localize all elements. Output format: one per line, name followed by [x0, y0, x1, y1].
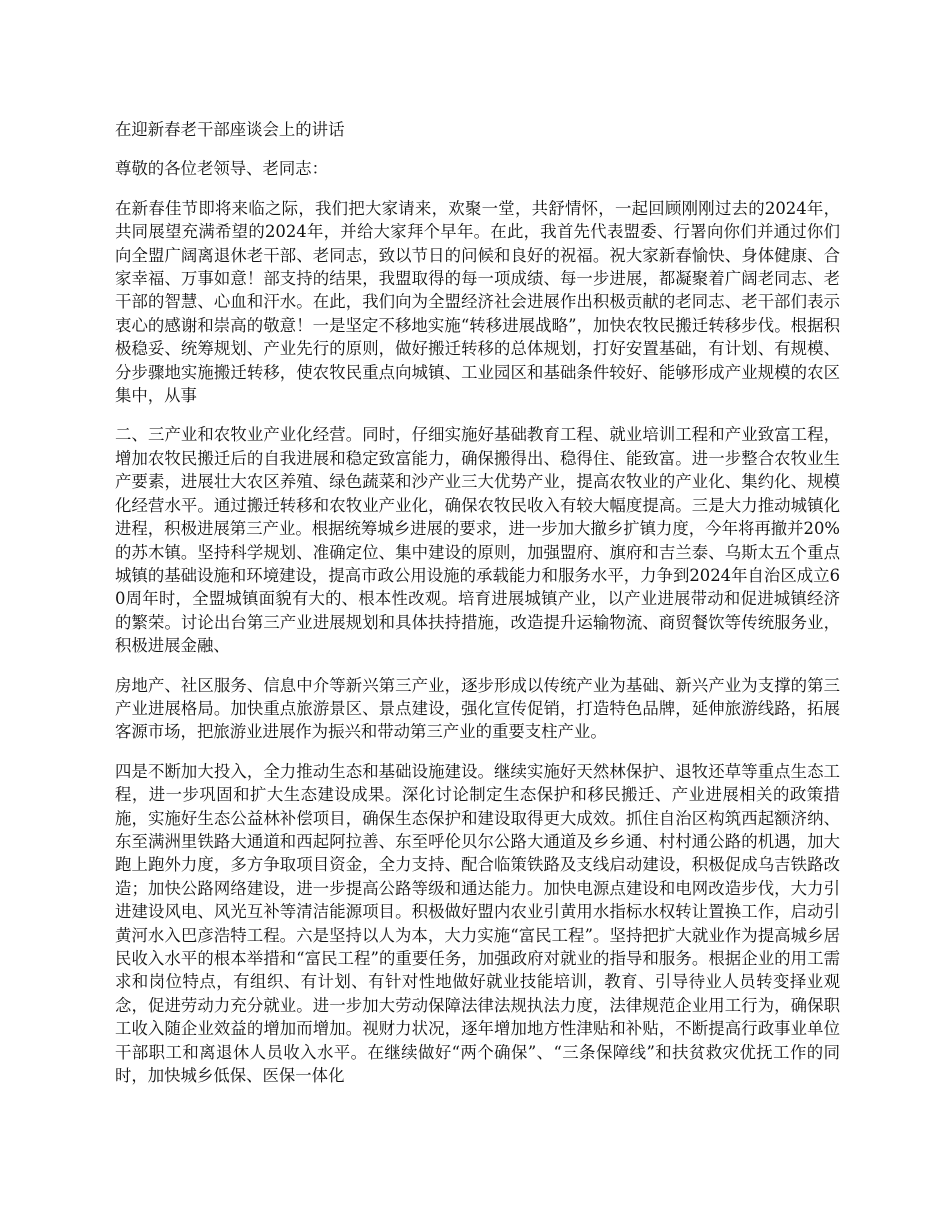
salutation: 尊敬的各位老领导、老同志： [115, 159, 329, 179]
paragraph-3: 房地产、社区服务、信息中介等新兴第三产业，逐步形成以传统产业为基础、新兴产业为支撑的第三产业进展格局。加快重点旅游景区、景点建设，强化宣传促销，打造特色品牌，延伸旅游线路，拓展客源市场，把旅游业进展作为振兴和带动第三产业的重要支柱产业。 [115, 675, 840, 742]
paragraph-2: 二、三产业和农牧业产业化经营。同时，仔细实施好基础教育工程、就业培训工程和产业致富工程，增加农牧民搬迁后的自我进展和稳定致富能力，确保搬得出、稳得住、能致富。进一步整合农牧业生产要素，进展壮大农区养殖、绿色蔬菜和沙产业三大优势产业，提高农牧业的产业化、集约化、规模化经营水平。通过搬迁转移和农牧业产业化，确保农牧民收入有较大幅度提高。三是大力推动城镇化进程，积极进展第三产业。根据统筹城乡进展的要求，进一步加大撤乡扩镇力度，今年将再撤并20%的苏木镇。坚持科学规划、准确定位、集中建设的原则，加强盟府、旗府和吉兰泰、乌斯太五个重点城镇的基础设施和环境建设，提高市政公用设施的承载能力和服务水平，力争到2024年自治区成立60周年时，全盟城镇面貌有大的、根本性改观。培育进展城镇产业，以产业进展带动和促进城镇经济的繁荣。讨论出台第三产业进展规划和具体扶持措施，改造提升运输物流、商贸餐饮等传统服务业，积极进展金融、 [115, 425, 840, 656]
paragraph-1: 在新春佳节即将来临之际，我们把大家请来，欢聚一堂，共舒情怀，一起回顾刚刚过去的2024年，共同展望充满希望的2024年，并给大家拜个早年。在此，我首先代表盟委、行署向你们并通过你们向全盟广阔离退休老干部、老同志，致以节日的问候和良好的祝福。祝大家新春愉快、身体健康、合家幸福、万事如意！部支持的结果，我盟取得的每一项成绩、每一步进展，都凝聚着广阔老同志、老干部的智慧、心血和汗水。在此，我们向为全盟经济社会进展作出积极贡献的老同志、老干部们表示衷心的感谢和崇高的敬意！一是坚定不移地实施“转移进展战略”，加快农牧民搬迁转移步伐。根据积极稳妥、统筹规划、产业先行的原则，做好搬迁转移的总体规划，打好安置基础，有计划、有规模、分步骤地实施搬迁转移，使农牧民重点向城镇、工业园区和基础条件较好、能够形成产业规模的农区集中，从事 [115, 198, 840, 406]
paragraph-4: 四是不断加大投入，全力推动生态和基础设施建设。继续实施好天然林保护、退牧还草等重点生态工程，进一步巩固和扩大生态建设成果。深化讨论制定生态保护和移民搬迁、产业进展相关的政策措施，实施好生态公益林补偿项目，确保生态保护和建设取得更大成效。抓住自治区构筑西起额济纳、东至满洲里铁路大通道和西起阿拉善、东至呼伦贝尔公路大通道及乡乡通、村村通公路的机遇，加大跑上跑外力度，多方争取项目资金，全力支持、配合临策铁路及支线启动建设，积极促成乌吉铁路改造；加快公路网络建设，进一步提高公路等级和通达能力。加快电源点建设和电网改造步伐，大力引进建设风电、风光互补等清洁能源项目。积极做好盟内农业引黄用水指标水权转让置换工作，启动引黄河水入巴彦浩特工程。六是坚持以人为本，大力实施“富民工程”。坚持把扩大就业作为提高城乡居民收入水平的根本举措和“富民工程”的重要任务，加强政府对就业的指导和服务。根据企业的用工需求和岗位特点，有组织、有计划、有针对性地做好就业技能培训，教育、引导待业人员转变择业观念，促进劳动力充分就业。进一步加大劳动保障法律法规执法力度，法律规范企业用工行为，确保职工收入随企业效益的增加而增加。视财力状况，逐年增加地方性津贴和补贴，不断提高行政事业单位干部职工和离退休人员收入水平。在继续做好“两个确保”、“三条保障线”和扶贫救灾优抚工作的同时，加快城乡低保、医保一体化 [115, 761, 840, 1086]
document-page [115, 118, 840, 1103]
document-title: 在迎新春老干部座谈会上的讲话 [115, 120, 345, 139]
